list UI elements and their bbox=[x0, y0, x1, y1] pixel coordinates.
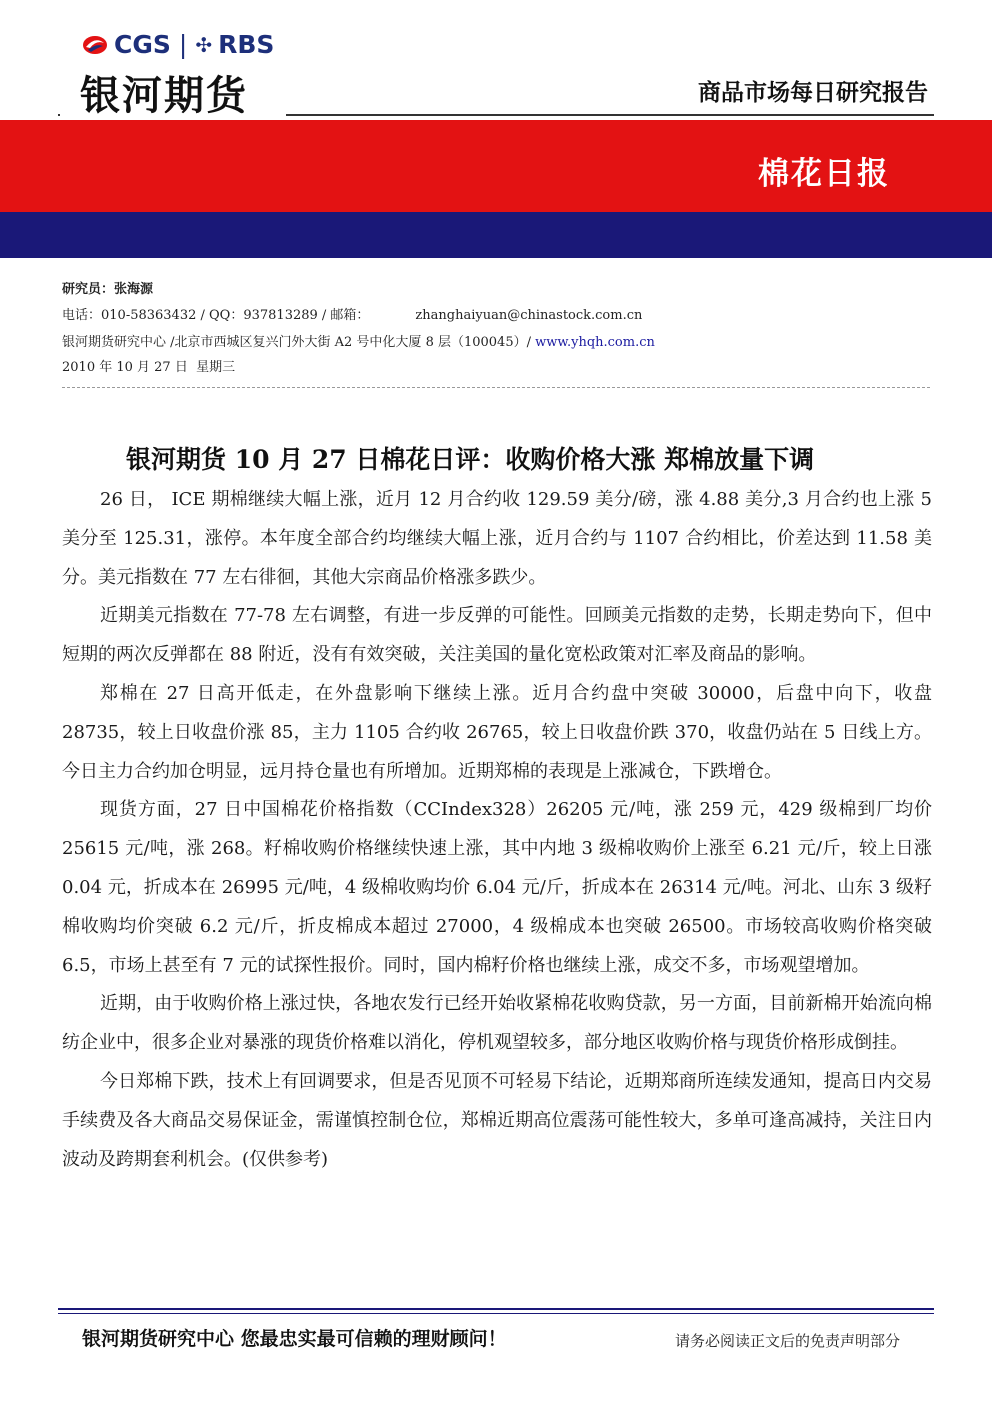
article-body bbox=[62, 481, 932, 1179]
footer-rule bbox=[58, 1308, 934, 1310]
report-date: 2010 年 10 月 27 日 星期三 bbox=[62, 360, 236, 375]
footer-rule-thin bbox=[58, 1313, 934, 1314]
disclaimer-note: 请务必阅读正文后的免责声明部分 bbox=[674, 1332, 900, 1350]
website-link[interactable]: www.yhqh.com.cn bbox=[535, 335, 655, 350]
dashed-divider bbox=[62, 387, 930, 388]
swirl-logo-icon bbox=[82, 34, 108, 56]
paragraph: 近期美元指数在 77-78 左右调整，有进一步反弹的可能性。回顾美元指数的走势，长期走势向下，但中短期的两次反弹都在 88 附近，没有有效突破，关注美国的量化宽松政策对汇率及商品的影响。 bbox=[62, 605, 932, 666]
footer-slogan: 银河期货研究中心 您最忠实最可信赖的理财顾问！ bbox=[82, 1328, 507, 1350]
report-type: 商品市场每日研究报告 bbox=[698, 80, 928, 106]
contact-prefix: 电话：010-58363432 / QQ：937813289 / 邮箱： bbox=[62, 308, 370, 323]
article-title: 银河期货 10 月 27 日棉花日评：收购价格大涨 郑棉放量下调 bbox=[126, 445, 815, 474]
researcher: 研究员：张海源 bbox=[62, 282, 154, 297]
banner-blue-band bbox=[0, 212, 992, 258]
brand-logo bbox=[82, 30, 274, 59]
paragraph: 26 日， ICE 期棉继续大幅上涨，近月 12 月合约收 129.59 美分/磅，涨 4.88 美分,3 月合约也上涨 5 美分至 125.31，涨停。本年度全部合约均继续大幅上涨，近月合约与 1107 合约相比，价差达到 11.58 美分。美元指数在 77 左右徘徊，其他大宗商品价格涨多跌少。 bbox=[62, 489, 932, 588]
paragraph: 郑棉在 27 日高开低走，在外盘影响下继续上涨。近月合约盘中突破 30000，后盘中向下，收盘 28735，较上日收盘价涨 85，主力 1105 合约收 26765，较上日收盘价跌 370，收盘仍站在 5 日线上方。今日主力合约加仓明显，远月持仓量也有所增加。近期郑棉的表现是上涨减仓，下跌增仓。 bbox=[62, 682, 932, 782]
company-name: 银河期货 bbox=[80, 73, 248, 119]
banner-title: 棉花日报 bbox=[758, 156, 890, 192]
address-line bbox=[62, 331, 655, 350]
email-link[interactable]: zhanghaiyuan@chinastock.com.cn bbox=[415, 308, 643, 323]
header-rule bbox=[286, 114, 934, 116]
paragraph: 近期，由于收购价格上涨过快，各地农发行已经开始收紧棉花收购贷款，另一方面，目前新棉开始流向棉纺企业中，很多企业对暴涨的现货价格难以消化，停机观望较多，部分地区收购价格与现货价格形成倒挂。 bbox=[62, 993, 932, 1054]
contact-line bbox=[62, 304, 642, 323]
paragraph: 今日郑棉下跌，技术上有回调要求，但是否见顶不可轻易下结论，近期郑商所连续发通知，提高日内交易手续费及各大商品交易保证金，需谨慎控制仓位，郑棉近期高位震荡可能性较大，多单可逢高减持，关注日内波动及跨期套利机会。(仅供参考) bbox=[62, 1070, 932, 1170]
header-dot bbox=[58, 114, 60, 116]
logo-separator: | bbox=[178, 30, 188, 59]
address-prefix: 银河期货研究中心 /北京市西城区复兴门外大街 A2 号中化大厦 8 层（100045）/ bbox=[62, 335, 536, 350]
logo-rbs: RBS bbox=[218, 30, 275, 59]
paragraph: 现货方面，27 日中国棉花价格指数（CCIndex328）26205 元/吨，涨 259 元，429 级棉到厂均价 25615 元/吨，涨 268。籽棉收购价格继续快速上涨，其中内地 3 级棉收购价上涨至 6.21 元/斤，较上日涨 0.04 元，折成本在 26995 元/吨，4 级棉收购均价 6.04 元/斤，折成本在 26314 元/吨。河北、山东 3 级籽棉收购均价突破 6.2 元/斤，折皮棉成本超过 27000，4 级棉成本也突破 26500。市场较高收购价格突破 6.5，市场上甚至有 7 元的试探性报价。同时，国内棉籽价格也继续上涨，成交不多，市场观望增加。 bbox=[62, 799, 932, 976]
rbs-mark-icon: ✣ bbox=[195, 32, 213, 57]
logo-cgs: CGS bbox=[114, 30, 171, 59]
